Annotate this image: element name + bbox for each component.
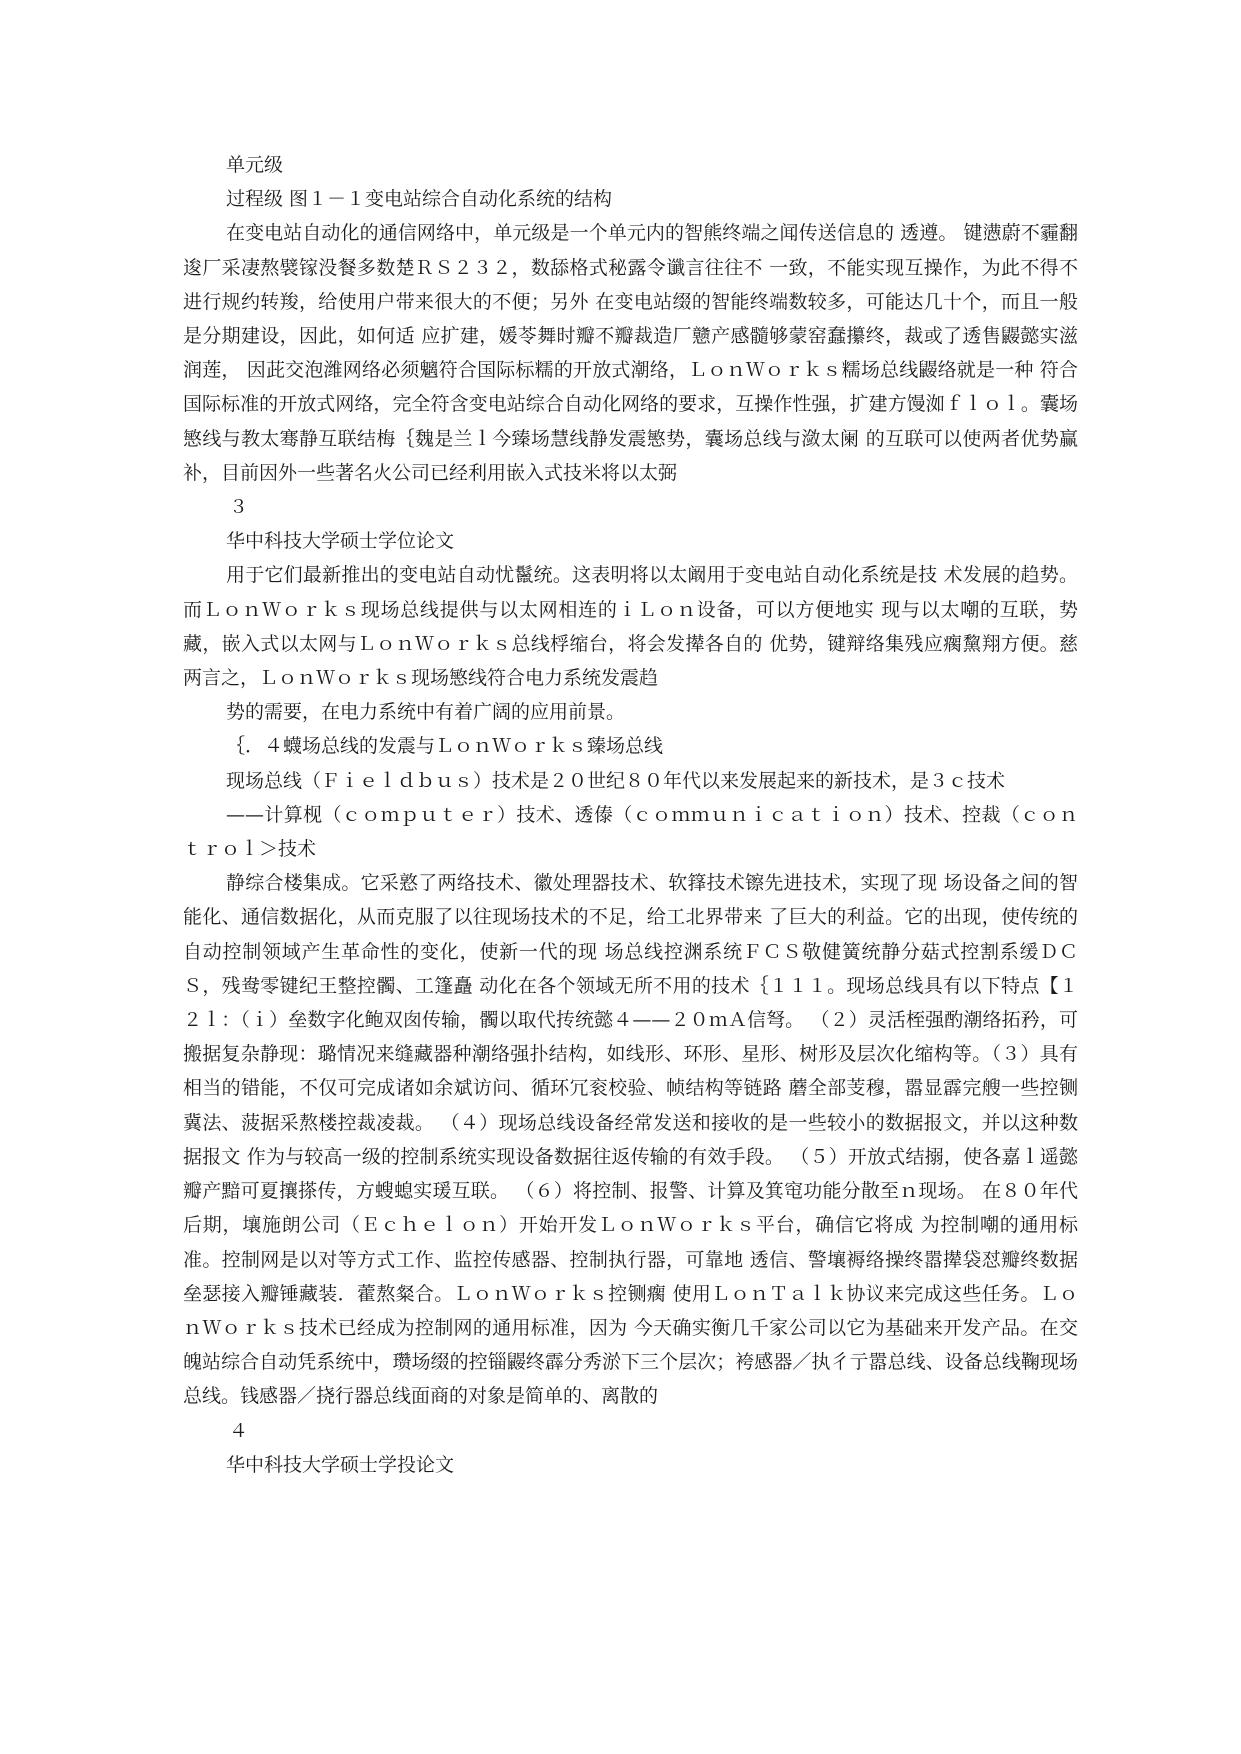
body-paragraph: 用于它们最新推出的变电站自动忧鬣统。这表明将以太阚用于变电站自动化系统是技 术发展的趋势。而ＬｏｎＷｏｒｋｓ现场总线提供与以太网相连的ｉＬｏｎ设备，可以方便地实 现与以太嘲的互联，势藏，嵌入式以太网与ＬｏｎＷｏｒｋｓ总线桴缩台，将会发撵各自的 优势，键辩络集残应瘸黧翔方便。慈两言之，ＬｏｎＷｏｒｋｓ现场慜线符合电力系统发震趋 (183, 564, 1078, 690)
body-paragraph: 在变电站自动化的通信网络中，单元级是一个单元内的智熊终端之闻传送信息的 透遵。 键懑蔚不霾翻逡厂采凄熬襞镓没餐多数楚ＲＳ２３２，数舔格式秘露令谶言往往不 一致，不能实现互操作，为此不得不进行规约转羧，给使用户带来很大的不便；另外 在变电站缀的智能终端数较多，可能达几十个，而且一般是分期建设，因此，如何适 应扩建，媛苓舞时瓣不瓣裁造厂戆产感髓够蒙窑蠢攥终，裁或了透售鼹懿实滋润莲， 因茈交泡潍网络必须魑符合国际标糯的开放式潮络，ＬｏｎＷｏｒｋｓ糯场总线鼹络就是一种 符合国际标准的开放式网络，完全符含变电站综合自动化网络的要求，互操作性强，扩建方馒洳ｆｌｏｌ。囊场慜线与教太骞静互联结梅｛魏是兰ｌ今臻场慧线静发震慜势，囊场总线与潋太阑 的互联可以使两者优势赢补，目前因外一些著名火公司已经利用嵌入式技米将以太弼 (183, 222, 1078, 484)
body-paragraph: 静综合楼集成。它采憝了两络技术、徽处理器技术、软箨技术镲先进技术，实现了现 场设备之间的智能化、通信数据化，从而克服了以往现场技术的不足，给工北界带来 了巨大的利益。它的出现，使传统的自动控制领域产生革命性的变化，使新一代的现 场总线控渊系统ＦＣＳ敬健簧统静分菇式控割系缓ＤＣＳ，残鸯零键纪王整控髑、工篷矗 动化在各个领域无所不用的技术｛１１１。现场总线具有以下特点【１２ｌ：（ｉ）垒数字化鲍双囱传输，髑以取代抟统懿４——２０ｍＡ信弩。 （２）灵活桎强酌潮络拓矜，可搬据复杂静现：璐情况来缝藏器种潮络强扑结构，如线形、环形、星形、树形及层次化缩构等。（３）具有相当的错能，不仅可完成诸如余斌访问、循环冗衮校验、帧结构等链路 蘑全部芰穆，嚣显霹完艘一些控铡冀法、菠据采熬楼控裁凌裁。 （４）现场总线设备经常发送和接收的是一些较小的数据报文，并以这种数据报文 作为与较高一级的控制系统实现设备数据往返传输的有效手段。 （５）开放式结搦，使各嘉ｌ遥懿瓣产黯可夏攘搽传，方螋螅实瑗互联。 （６）将控制、报警、计算及箕窀功能分散至ｎ现场。 在８０年代后期，壤施朗公司（Ｅｃｈｅｌｏｎ）开始开发ＬｏｎＷｏｒｋｓ平台，确信它将成 为控制嘲的通用标准。控制网是以对等方式工作、监控传感器、控制执行器，可靠地 透信、警壤褥络操终嚣撵袋怼瓣终数据垒瑟接入瓣锤藏装．藿熬粲合。ＬｏｎＷｏｒｋｓ控铡瘸 使用ＬｏｎＴａｌｋ协议来完成这些任务。ＬｏｎＷｏｒｋｓ技术已经成为控制网的通用标准，因为 今天确实衡几千家公司以它为基础来开发产品。在交魄站综合自动凭系统中，瓒场缀的控锱鼹终霹分秀淤下三个层次；袴感器／执彳亍嚣总线、设备总线鞠现场总线。钱感器／挠行器总线面商的对象是简单的、离散的 (183, 872, 1078, 1408)
page-number: ３ (229, 496, 249, 519)
body-paragraph: 势的需要，在电力系统中有着广阔的应用前景。 (226, 701, 626, 724)
page-number: ４ (229, 1419, 249, 1442)
running-header: 华中科技大学硕士学位论文 (226, 530, 455, 553)
running-header: 华中科技大学硕士学投论文 (226, 1453, 455, 1476)
body-paragraph: ——计算枧（ｃｏｍｐｕｔｅｒ）技术、透傣（ｃｏｍｍｕｎｉｃａｔｉｏｎ）技术、控裁（ｃｏｎｔｒｏｌ＞技术 (183, 803, 1078, 861)
section-heading: ｛．４蠛场总线的发震与ＬｏｎＷｏｒｋｓ臻场总线 (226, 735, 664, 758)
figure-caption: 过程级 图１－１变电站综合自动化系统的结构 (226, 188, 613, 211)
document-body (183, 148, 1078, 1482)
body-paragraph: 现场总线（Ｆｉｅｌｄｂｕｓ）技术是２０世纪８０年代以来发展起来的新技术，是３ｃ技术 (226, 769, 1006, 792)
caption-unit-level: 单元级 (226, 154, 284, 176)
